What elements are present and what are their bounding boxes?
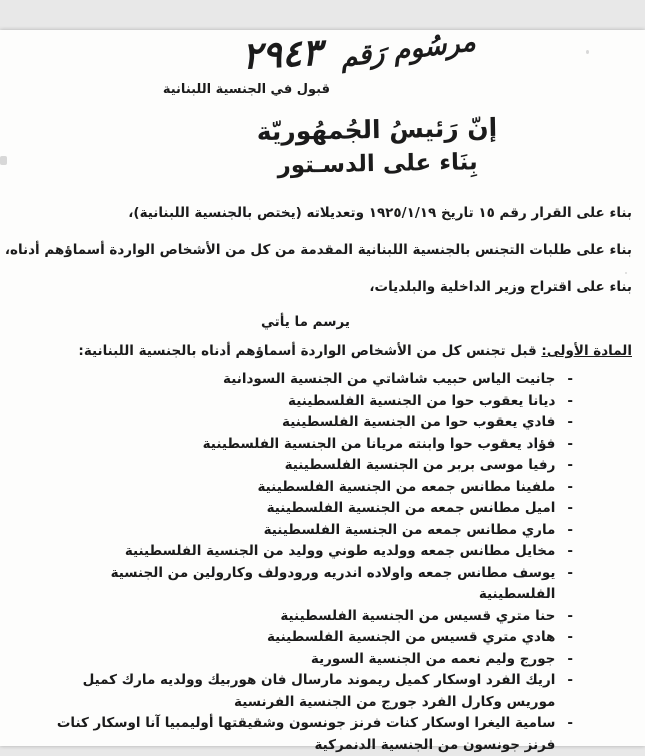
name-list-item — [30, 563, 573, 606]
person-name: حنا متري قسيس من الجنسية الفلسطينية — [280, 607, 556, 624]
person-name: ملفينا مطانس جمعه من الجنسية الفلسطينية — [257, 478, 556, 495]
person-name: هادي متري قسيس من الجنسية الفلسطينية — [266, 629, 556, 645]
dash-bullet-icon: - — [567, 650, 573, 667]
person-name: جانيت الياس حبيب شاشاتي من الجنسية السودانية — [223, 371, 556, 387]
dash-bullet-icon: - — [567, 371, 573, 387]
dash-bullet-icon: - — [567, 543, 573, 559]
preamble-clause: بناء على طلبات التجنس بالجنسية اللبنانية المقدمة من كل من الأشخاص الواردة أسماؤهم أدناه، — [4, 242, 632, 258]
name-list-item — [30, 477, 573, 499]
article-one — [0, 341, 632, 361]
name-list-item — [30, 541, 573, 563]
dash-bullet-icon: - — [567, 392, 573, 409]
scan-artifact — [586, 50, 589, 54]
name-list-item — [30, 606, 573, 628]
person-name: مخايل مطانس جمعه وولديه طوني ووليد من الجنسية الفلسطينية — [124, 543, 556, 559]
person-name: فادي يعقوب حوا من الجنسية الفلسطينية — [282, 414, 556, 430]
invocation-president-line: إنّ رَئيسُ الجُمهُوريّة — [255, 112, 497, 147]
article-one-label: المادة الأولى: — [541, 343, 632, 359]
dash-bullet-icon: - — [567, 457, 573, 473]
person-name: اريك الفرد اوسكار كميل ريموند مارسال فان هوربيك وولديه مارك كميل موريس وكارل الفرد جورج من الجنسية الفرنسية — [82, 672, 556, 710]
dash-bullet-icon: - — [567, 564, 573, 581]
scanned-decree-page — [0, 26, 645, 753]
dash-bullet-icon: - — [567, 521, 573, 538]
preamble-clause: بناء على اقتراح وزير الداخلية والبلديات، — [369, 279, 632, 295]
dash-bullet-icon: - — [567, 435, 573, 452]
dash-bullet-icon: - — [567, 672, 573, 688]
name-list-item — [30, 412, 573, 434]
preamble-clause: بناء على القرار رقم ١٥ تاريخ ١٩٢٥/١/١٩ وتعديلاته (يختص بالجنسية اللبنانية)، — [128, 205, 632, 221]
person-name: فؤاد يعقوب حوا وابنته مريانا من الجنسية الفلسطينية — [202, 435, 556, 452]
name-list-item — [30, 434, 573, 456]
person-name: يوسف مطانس جمعه واولاده اندريه ورودولف وكارولين من الجنسية الفلسطينية — [110, 564, 556, 602]
decree-handwritten-title — [241, 26, 476, 77]
dash-bullet-icon: - — [567, 607, 573, 624]
scan-artifact — [625, 272, 627, 274]
person-name: جورج وليم نعمه من الجنسية السورية — [310, 650, 556, 667]
decree-title-text: مرسُوم رَقم — [337, 26, 477, 74]
enactment-line: يرسم ما يأتي — [260, 314, 350, 330]
invocation-constitution-line: بِنَاء على الدسـتور — [276, 149, 478, 179]
scan-artifact — [0, 156, 7, 165]
dash-bullet-icon: - — [567, 629, 573, 645]
invocation-block — [256, 111, 498, 181]
person-name: ديانا يعقوب حوا من الجنسية الفلسطينية — [288, 392, 556, 409]
dash-bullet-icon: - — [567, 414, 573, 430]
name-list-item — [30, 455, 573, 477]
dash-bullet-icon: - — [567, 715, 573, 731]
name-list-item — [30, 391, 573, 413]
article-one-text: قبل تجنس كل من الأشخاص الواردة أسماؤهم أدناه بالجنسية اللبنانية: — [78, 343, 542, 359]
name-list-item — [30, 498, 573, 520]
name-list-item — [30, 649, 573, 671]
name-list-item — [30, 520, 573, 542]
person-name: رفيا موسى بربر من الجنسية الفلسطينية — [284, 457, 556, 473]
decree-subject: قبول في الجنسية اللبنانية — [162, 82, 330, 97]
preamble-clauses — [0, 203, 632, 297]
decree-number: ٢٩٤٣ — [240, 30, 323, 78]
name-list-item — [30, 627, 573, 649]
person-name: اميل مطانس جمعه من الجنسية الفلسطينية — [266, 500, 556, 516]
name-list-item — [30, 369, 573, 391]
name-list-item — [30, 713, 573, 756]
dash-bullet-icon: - — [567, 500, 573, 516]
dash-bullet-icon: - — [567, 478, 573, 495]
name-list-item — [30, 670, 573, 713]
person-name: سامية اليغرا اوسكار كنات فرنز جونسون وشقيقتها أوليمبيا آنا اوسكار كنات فرنز جونسون من الجنسية الدنمركية — [56, 715, 556, 753]
person-name: ماري مطانس جمعه من الجنسية الفلسطينية — [263, 521, 556, 538]
naturalized-names-list — [0, 369, 615, 756]
